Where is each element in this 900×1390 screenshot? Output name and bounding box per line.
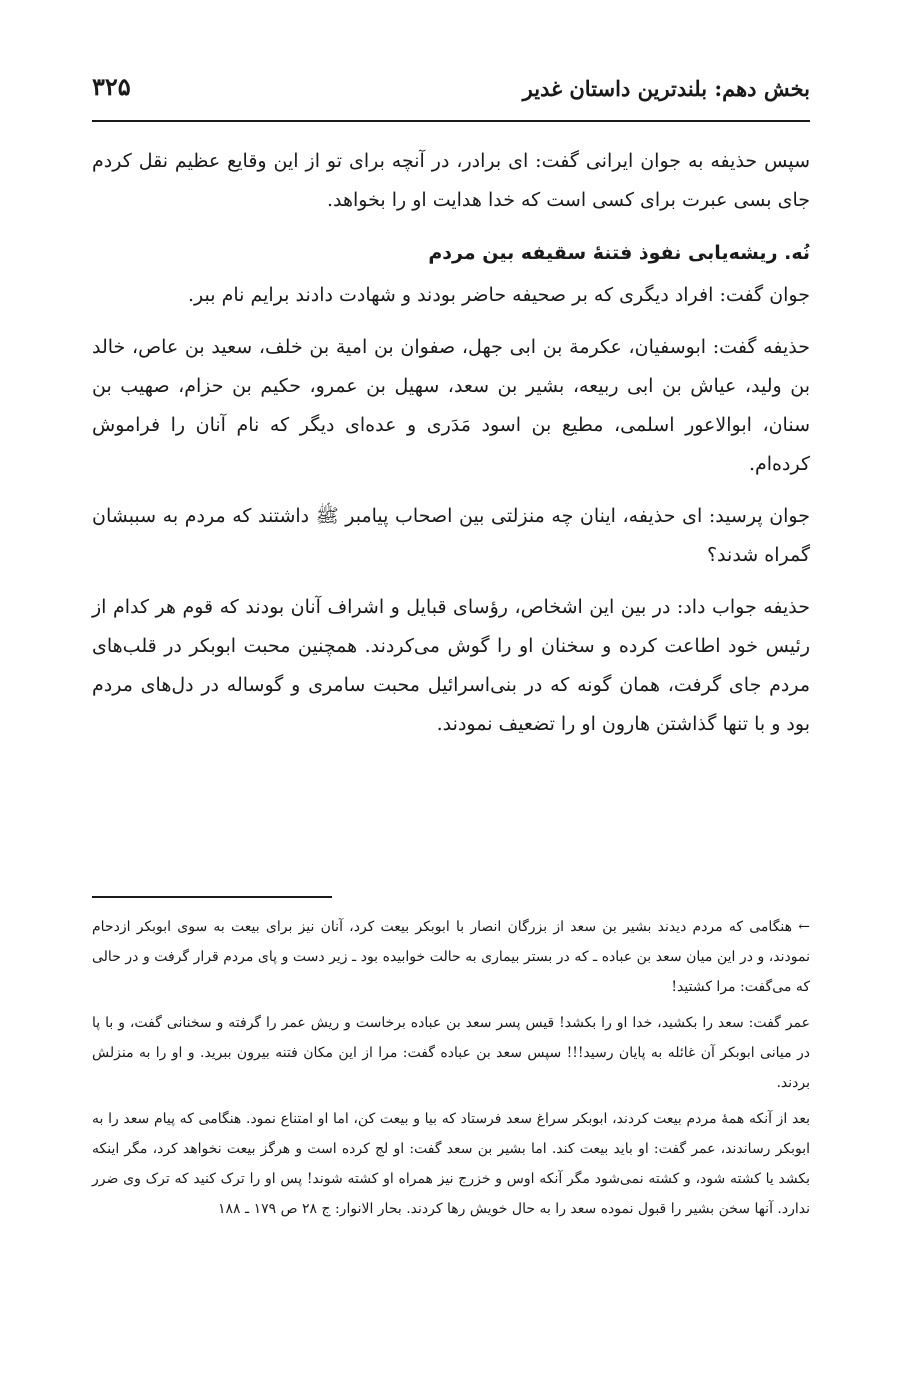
footnote-paragraph: عمر گفت: سعد را بکشید، خدا او را بکشد! قیس پسر سعد بن عباده برخاست و ریش عمر را گرفته و سخنانی گفت، و با پا در میانی ابوبکر آن غائله به پایان رسید!!! سپس سعد بن عباده گفت: مرا از این مکان فتنه بیرون ببرید. و او را به منزلش بردند. bbox=[92, 1015, 810, 1091]
paragraph-hudhayfa-lists-names: حذیفه گفت: ابوسفیان، عکرمة بن ابی جهل، صفوان بن امیة بن خلف، سعید بن عاص، خالد بن ولید، عیاش بن ابی ربیعه، بشیر بن سعد، سهیل بن عمرو، حکیم بن حزام، صهیب بن سنان، ابوالاعور اسلمی، مطیع بن اسود مَدَری و عده‌ای دیگر که نام آنان را فراموش کرده‌ام. bbox=[92, 336, 810, 475]
paragraph-young-man-asks-names: جوان گفت: افراد دیگری که بر صحیفه حاضر بودند و شهادت دادند برایم نام ببر. bbox=[188, 284, 810, 306]
section-heading: نُه. ریشه‌یابی نفوذ فتنهٔ سقیفه بین مردم bbox=[428, 242, 810, 264]
footnotes bbox=[92, 912, 810, 1230]
header-rule bbox=[92, 120, 810, 122]
running-header bbox=[92, 72, 810, 112]
footnote-paragraph: ← هنگامی که مردم دیدند بشیر بن سعد از بزرگان انصار با ابوبکر بیعت کرد، آنان نیز برای بیعت به سوی ابوبکر ازدحام نمودند، و در این میان سعد بن عباده ـ که در بستر بیماری به حالت خوابیده بود ـ زیر دست و پای مردم قرار گرفت و در حالی که می‌گفت: مرا کشتید! bbox=[92, 919, 810, 995]
book-page bbox=[92, 0, 810, 1390]
footnote-paragraph: بعد از آنکه همهٔ مردم بیعت کردند، ابوبکر سراغ سعد فرستاد که بیا و بیعت کن، اما او امتناع نمود. هنگامی که پیام سعد را به ابوبکر رساندند، عمر گفت: او باید بیعت کند. اما بشیر بن سعد گفت: او لج کرده است و هرگز بیعت نخواهد کرد، مگر اینکه بکشد یا کشته شود، و کشته نمی‌شود مگر آنکه اوس و خزرج نیز همراه او کشته شوند! پس او را ترک کنید که ترک وی ضرر ندارد. آنها سخن بشیر را قبول نموده سعد را به حال خویش رها کردند. بحار الانوار: ج ۲۸ ص ۱۷۹ ـ ۱۸۸ bbox=[92, 1111, 810, 1217]
main-text bbox=[92, 142, 810, 757]
paragraph-young-man-asks-status: جوان پرسید: ای حذیفه، اینان چه منزلتی بین اصحاب پیامبر ﷺ داشتند که مردم به سببشان گمراه شدند؟ bbox=[92, 505, 810, 566]
paragraph-intro: سپس حذیفه به جوان ایرانی گفت: ای برادر، در آنچه برای تو از این وقایع عظیم نقل کردم جای بسی عبرت برای کسی است که خدا هدایت او را بخواهد. bbox=[92, 150, 810, 211]
paragraph-hudhayfa-answers: حذیفه جواب داد: در بین این اشخاص، رؤسای قبایل و اشراف آنان بودند که قوم هر کدام از رئیس خود اطاعت کرده و سخنان او را گوش می‌کردند. همچنین محبت ابوبکر در قلب‌های مردم جای گرفت، همان گونه که در بنی‌اسرائیل محبت سامری و گوساله در دل‌های مردم بود و با تنها گذاشتن هارون او را تضعیف نمودند. bbox=[92, 596, 810, 735]
footnote-rule bbox=[92, 896, 332, 898]
running-title: بخش دهم: بلندترین داستان غدیر bbox=[522, 76, 810, 101]
page-number: ۳۲۵ bbox=[92, 72, 131, 101]
